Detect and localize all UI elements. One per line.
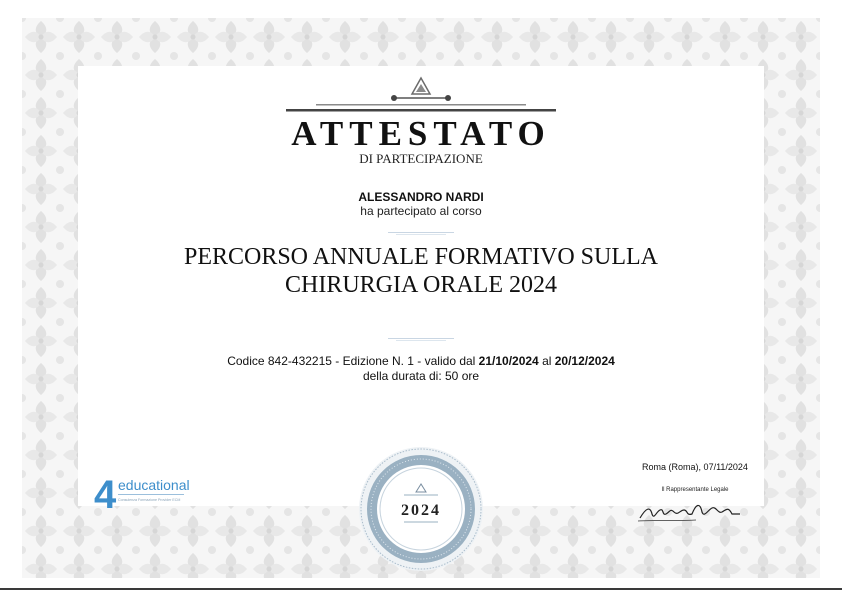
- course-code-prefix: Codice 842-432215 - Edizione N. 1 - valido dal: [227, 354, 479, 368]
- place-and-date: Roma (Roma), 07/11/2024: [642, 462, 748, 472]
- course-title-line-2: CHIRURGIA ORALE 2024: [284, 272, 557, 298]
- svg-text:Consulenza Formazione Provider: Consulenza Formazione Provider ECM: [118, 498, 181, 502]
- course-title: [0, 243, 842, 299]
- certificate-title: ATTESTATO: [291, 114, 551, 153]
- separator-top: [388, 232, 454, 235]
- participant-name: ALESSANDRO NARDI: [358, 190, 484, 204]
- svg-text:4: 4: [94, 473, 117, 514]
- course-duration: della durata di: 50 ore: [362, 369, 480, 383]
- certificate-subtitle: DI PARTECIPAZIONE: [359, 151, 483, 166]
- course-code-middle: al: [538, 354, 555, 368]
- valid-to-date: 20/12/2024: [554, 354, 615, 368]
- page-bottom-rule: [0, 588, 842, 590]
- educational-logo: [92, 470, 192, 514]
- year-seal: [356, 444, 486, 574]
- seal-year: 2024: [401, 502, 441, 519]
- valid-from-date: 21/10/2024: [478, 354, 539, 368]
- legal-representative-signature: [636, 494, 746, 526]
- course-title-line-1: PERCORSO ANNUALE FORMATIVO SULLA: [183, 244, 659, 270]
- participation-statement: ha partecipato al corso: [360, 204, 482, 218]
- separator-bottom: [388, 338, 454, 341]
- svg-text:educational: educational: [118, 477, 190, 493]
- legal-representative-label: Il Rappresentante Legale: [661, 487, 729, 493]
- course-code-line: [0, 354, 842, 368]
